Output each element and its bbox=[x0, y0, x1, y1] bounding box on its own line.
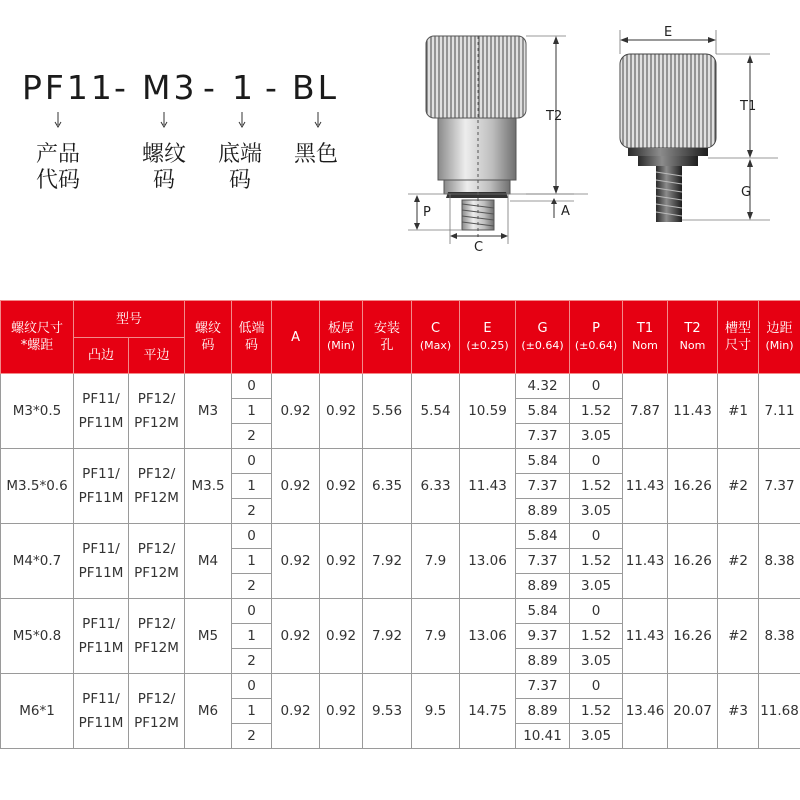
cell-A: 0.92 bbox=[272, 674, 320, 749]
cell-G: 4.32 bbox=[516, 374, 570, 399]
cell-model-flat: PF12/ PF12M bbox=[129, 524, 185, 599]
cell-thickness: 0.92 bbox=[320, 524, 363, 599]
cell-G: 8.89 bbox=[516, 699, 570, 724]
cell-C: 7.9 bbox=[412, 599, 460, 674]
label-product-code: 产品 代码 bbox=[36, 142, 81, 193]
cell-G: 8.89 bbox=[516, 649, 570, 674]
cell-P: 0 bbox=[570, 524, 623, 549]
cell-bottom-code: 1 bbox=[232, 624, 272, 649]
label-bottom-code: 底端 码 bbox=[218, 142, 263, 193]
dim-label-C: C bbox=[474, 240, 484, 253]
cell-G: 7.37 bbox=[516, 674, 570, 699]
cell-C: 6.33 bbox=[412, 449, 460, 524]
down-arrow-icon bbox=[159, 112, 169, 128]
cell-T2: 20.07 bbox=[668, 674, 718, 749]
code-bottom: 1 bbox=[232, 68, 256, 107]
cell-edge: 7.11 bbox=[759, 374, 800, 449]
cell-thickness: 0.92 bbox=[320, 674, 363, 749]
cell-thread-code: M3 bbox=[185, 374, 232, 449]
cell-P: 1.52 bbox=[570, 624, 623, 649]
cell-G: 10.41 bbox=[516, 724, 570, 749]
cell-slot: #3 bbox=[718, 674, 759, 749]
code-dash-1: - bbox=[114, 68, 129, 107]
header-E: E (±0.25) bbox=[460, 301, 516, 374]
cell-T1: 11.43 bbox=[623, 599, 668, 674]
cell-E: 10.59 bbox=[460, 374, 516, 449]
cell-P: 0 bbox=[570, 449, 623, 474]
cell-model-convex: PF11/ PF11M bbox=[74, 374, 129, 449]
table-row bbox=[1, 524, 800, 549]
cell-hole: 7.92 bbox=[363, 599, 412, 674]
cell-G: 8.89 bbox=[516, 499, 570, 524]
dim-label-E: E bbox=[664, 25, 673, 40]
cell-G: 7.37 bbox=[516, 549, 570, 574]
cell-P: 3.05 bbox=[570, 499, 623, 524]
header-T1: T1 Nom bbox=[623, 301, 668, 374]
cell-hole: 6.35 bbox=[363, 449, 412, 524]
cell-G: 8.89 bbox=[516, 574, 570, 599]
cell-hole: 9.53 bbox=[363, 674, 412, 749]
cell-thread-size: M4*0.7 bbox=[1, 524, 74, 599]
cell-edge: 8.38 bbox=[759, 524, 800, 599]
cell-C: 9.5 bbox=[412, 674, 460, 749]
cell-thread-size: M3.5*0.6 bbox=[1, 449, 74, 524]
header-P: P (±0.64) bbox=[570, 301, 623, 374]
table-row bbox=[1, 374, 800, 399]
cell-P: 1.52 bbox=[570, 549, 623, 574]
cell-P: 3.05 bbox=[570, 424, 623, 449]
cell-T1: 13.46 bbox=[623, 674, 668, 749]
cell-edge: 7.37 bbox=[759, 449, 800, 524]
code-dash-2: - bbox=[203, 68, 218, 107]
header-model-convex: 凸边 bbox=[74, 338, 129, 374]
cell-A: 0.92 bbox=[272, 599, 320, 674]
cell-bottom-code: 2 bbox=[232, 574, 272, 599]
cell-P: 1.52 bbox=[570, 699, 623, 724]
header-C: C (Max) bbox=[412, 301, 460, 374]
cell-E: 14.75 bbox=[460, 674, 516, 749]
cell-P: 3.05 bbox=[570, 574, 623, 599]
cell-thread-size: M5*0.8 bbox=[1, 599, 74, 674]
cell-C: 7.9 bbox=[412, 524, 460, 599]
cell-E: 13.06 bbox=[460, 524, 516, 599]
table-row bbox=[1, 449, 800, 474]
table-row bbox=[1, 599, 800, 624]
header-bottom-code: 低端 码 bbox=[232, 301, 272, 374]
cell-model-convex: PF11/ PF11M bbox=[74, 599, 129, 674]
cell-thickness: 0.92 bbox=[320, 374, 363, 449]
cell-slot: #2 bbox=[718, 449, 759, 524]
cell-model-flat: PF12/ PF12M bbox=[129, 599, 185, 674]
cell-G: 7.37 bbox=[516, 474, 570, 499]
header-thread-code: 螺纹 码 bbox=[185, 301, 232, 374]
header-hole: 安装 孔 bbox=[363, 301, 412, 374]
cell-bottom-code: 1 bbox=[232, 699, 272, 724]
cell-model-convex: PF11/ PF11M bbox=[74, 524, 129, 599]
cell-A: 0.92 bbox=[272, 374, 320, 449]
dim-label-G: G bbox=[741, 185, 752, 200]
cell-bottom-code: 0 bbox=[232, 374, 272, 399]
cell-edge: 8.38 bbox=[759, 599, 800, 674]
down-arrow-icon bbox=[237, 112, 247, 128]
left-screw-drawing bbox=[408, 36, 588, 253]
cell-P: 0 bbox=[570, 674, 623, 699]
cell-bottom-code: 1 bbox=[232, 399, 272, 424]
cell-bottom-code: 0 bbox=[232, 599, 272, 624]
cell-thickness: 0.92 bbox=[320, 449, 363, 524]
code-color: BL bbox=[292, 68, 340, 107]
cell-E: 13.06 bbox=[460, 599, 516, 674]
code-thread: M3 bbox=[142, 68, 198, 107]
header-slot: 槽型 尺寸 bbox=[718, 301, 759, 374]
cell-P: 0 bbox=[570, 599, 623, 624]
spec-table bbox=[0, 300, 800, 749]
cell-bottom-code: 0 bbox=[232, 524, 272, 549]
cell-thread-size: M3*0.5 bbox=[1, 374, 74, 449]
cell-T2: 16.26 bbox=[668, 599, 718, 674]
cell-P: 1.52 bbox=[570, 474, 623, 499]
cell-A: 0.92 bbox=[272, 524, 320, 599]
code-product: PF11 bbox=[22, 68, 115, 107]
cell-bottom-code: 0 bbox=[232, 674, 272, 699]
cell-P: 1.52 bbox=[570, 399, 623, 424]
cell-T1: 11.43 bbox=[623, 524, 668, 599]
cell-C: 5.54 bbox=[412, 374, 460, 449]
cell-model-convex: PF11/ PF11M bbox=[74, 449, 129, 524]
cell-P: 3.05 bbox=[570, 649, 623, 674]
header-model: 型号 bbox=[74, 301, 185, 338]
cell-G: 5.84 bbox=[516, 524, 570, 549]
dim-label-A: A bbox=[561, 204, 570, 219]
cell-hole: 5.56 bbox=[363, 374, 412, 449]
cell-hole: 7.92 bbox=[363, 524, 412, 599]
right-screw-drawing bbox=[620, 25, 778, 222]
dim-label-P: P bbox=[423, 205, 431, 220]
header-thread-size: 螺纹尺寸 *螺距 bbox=[1, 301, 74, 374]
dim-label-T2: T2 bbox=[546, 109, 563, 124]
cell-bottom-code: 1 bbox=[232, 549, 272, 574]
header-edge: 边距 (Min) bbox=[759, 301, 800, 374]
cell-slot: #2 bbox=[718, 599, 759, 674]
cell-thread-code: M4 bbox=[185, 524, 232, 599]
label-thread-code: 螺纹 码 bbox=[142, 142, 187, 193]
down-arrow-icon bbox=[313, 112, 323, 128]
cell-G: 5.84 bbox=[516, 399, 570, 424]
cell-slot: #2 bbox=[718, 524, 759, 599]
cell-model-flat: PF12/ PF12M bbox=[129, 674, 185, 749]
cell-T1: 11.43 bbox=[623, 449, 668, 524]
label-black-color: 黑色 bbox=[294, 142, 339, 167]
cell-model-convex: PF11/ PF11M bbox=[74, 674, 129, 749]
cell-A: 0.92 bbox=[272, 449, 320, 524]
dim-label-T1: T1 bbox=[740, 99, 757, 114]
header-A: A bbox=[272, 301, 320, 374]
cell-T1: 7.87 bbox=[623, 374, 668, 449]
code-dash-3: - bbox=[265, 68, 280, 107]
cell-slot: #1 bbox=[718, 374, 759, 449]
cell-bottom-code: 2 bbox=[232, 424, 272, 449]
cell-G: 5.84 bbox=[516, 449, 570, 474]
cell-model-flat: PF12/ PF12M bbox=[129, 374, 185, 449]
screw-dimension-diagram bbox=[398, 8, 798, 253]
cell-thickness: 0.92 bbox=[320, 599, 363, 674]
cell-model-flat: PF12/ PF12M bbox=[129, 449, 185, 524]
cell-thread-code: M5 bbox=[185, 599, 232, 674]
cell-T2: 11.43 bbox=[668, 374, 718, 449]
header-G: G (±0.64) bbox=[516, 301, 570, 374]
cell-G: 7.37 bbox=[516, 424, 570, 449]
header-thickness: 板厚 (Min) bbox=[320, 301, 363, 374]
cell-G: 5.84 bbox=[516, 599, 570, 624]
cell-bottom-code: 2 bbox=[232, 649, 272, 674]
cell-G: 9.37 bbox=[516, 624, 570, 649]
cell-thread-size: M6*1 bbox=[1, 674, 74, 749]
cell-T2: 16.26 bbox=[668, 524, 718, 599]
cell-bottom-code: 1 bbox=[232, 474, 272, 499]
cell-P: 0 bbox=[570, 374, 623, 399]
cell-thread-code: M6 bbox=[185, 674, 232, 749]
cell-bottom-code: 0 bbox=[232, 449, 272, 474]
cell-E: 11.43 bbox=[460, 449, 516, 524]
header-T2: T2 Nom bbox=[668, 301, 718, 374]
cell-bottom-code: 2 bbox=[232, 724, 272, 749]
cell-T2: 16.26 bbox=[668, 449, 718, 524]
down-arrow-icon bbox=[53, 112, 63, 128]
table-row bbox=[1, 674, 800, 699]
header-model-flat: 平边 bbox=[129, 338, 185, 374]
cell-P: 3.05 bbox=[570, 724, 623, 749]
cell-edge: 11.68 bbox=[759, 674, 800, 749]
cell-bottom-code: 2 bbox=[232, 499, 272, 524]
cell-thread-code: M3.5 bbox=[185, 449, 232, 524]
